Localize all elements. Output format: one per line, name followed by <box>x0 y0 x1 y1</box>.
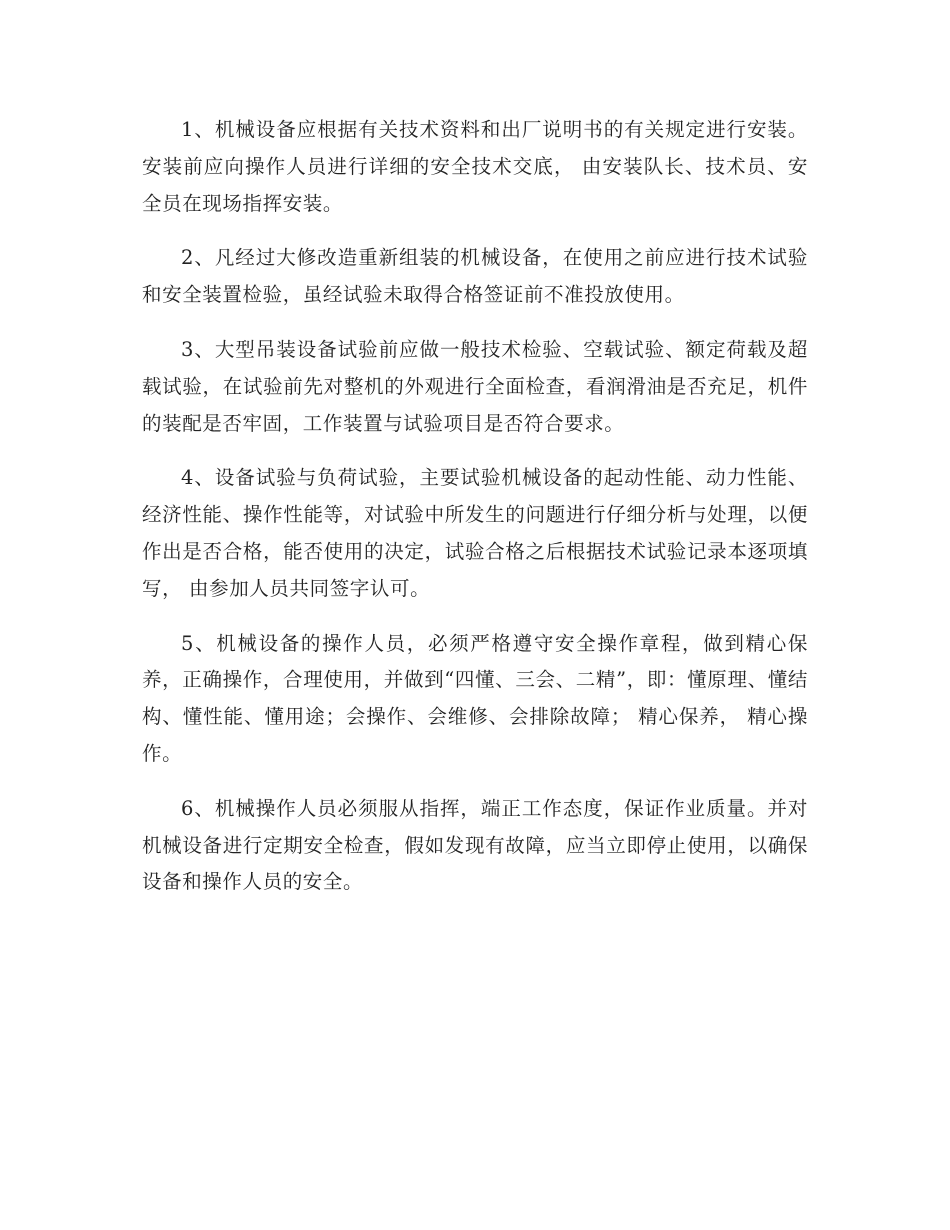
paragraph-3: 3、大型吊装设备试验前应做一般技术检验、空载试验、额定荷载及超载试验，在试验前先对整机的外观进行全面检查，看润滑油是否充足，机件的装配是否牢固，工作装置与试验项目是否符合要求。 <box>142 337 808 435</box>
document-body <box>142 112 808 919</box>
paragraph-4: 4、设备试验与负荷试验，主要试验机械设备的起动性能、动力性能、经济性能、操作性能等，对试验中所发生的问题进行仔细分析与处理，以便作出是否合格，能否使用的决定，试验合格之后根据技术试验记录本逐项填写， 由参加人员共同签字认可。 <box>142 466 808 600</box>
paragraph-6: 6、机械操作人员必须服从指挥，端正工作态度，保证作业质量。并对机械设备进行定期安全检查，假如发现有故障，应当立即停止使用，以确保设备和操作人员的安全。 <box>142 796 808 894</box>
paragraph-1: 1、机械设备应根据有关技术资料和出厂说明书的有关规定进行安装。安装前应向操作人员进行详细的安全技术交底， 由安装队长、技术员、安全员在现场指挥安装。 <box>142 118 808 215</box>
paragraph-5: 5、机械设备的操作人员，必须严格遵守安全操作章程，做到精心保养，正确操作，合理使用，并做到“四懂、三会、二精”，即：懂原理、懂结构、懂性能、懂用途；会操作、会维修、会排除故障； 精心保养， 精心操作。 <box>142 631 808 765</box>
paragraph-2: 2、凡经过大修改造重新组装的机械设备，在使用之前应进行技术试验和安全装置检验，虽经试验未取得合格签证前不准投放使用。 <box>142 246 808 307</box>
